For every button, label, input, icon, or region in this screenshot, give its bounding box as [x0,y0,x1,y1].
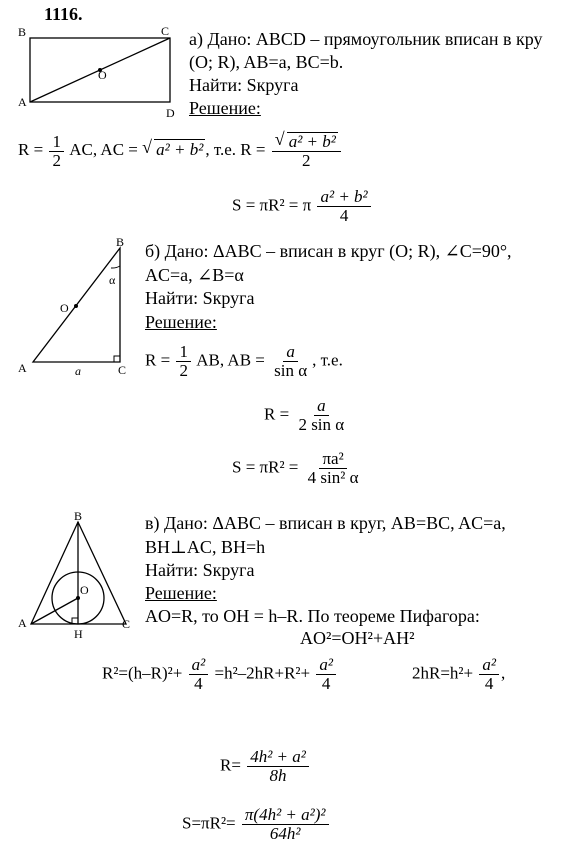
isosceles-triangle-figure [18,509,143,642]
label-b: B [74,509,83,523]
b-solution-heading: Решение: [145,312,217,332]
c-formula-s: S=πR²= $\frac{\text{π(4h² + a²)²}}{\text{64h²}}$ [182,806,331,843]
b-formula-s: S = πR² = $\frac{\text{πa²}}{\text{4 sin² α}}$ [232,449,359,487]
label-b: B [116,235,125,249]
a-given2: (O; R), AB=a, BC=b. [189,52,344,72]
a-solution-heading: Решение: [189,98,261,118]
label-o: O [80,583,89,597]
label-d: D [166,106,175,120]
label-c: C [118,363,127,377]
c-given: в) Дано: ΔABC – вписан в круг, AB=BC, AC=a, [145,513,506,533]
label-c: C [122,617,131,631]
a-given: а) Дано: ABCD – прямоугольник вписан в кру [189,29,543,49]
label-o: O [60,301,69,315]
a-formula-r: R = $\frac{1}{2}$ AC, AC = √ a² + b² , т.е. R = √ $\frac{\text{a² + b²}}{2}$ [18,132,343,170]
label-a: A [18,95,27,109]
label-alpha: α [109,273,116,287]
label-c: C [161,24,170,38]
b-formula-r2: R = $\frac{a}{\text{2 sin α}}$ [264,396,345,434]
b-formula-r: R = $\frac{1}{2}$ AB, AB = $\frac{a}{\text{sin α}}$ , т.е. [145,342,343,380]
c-solution-heading: Решение: [145,583,217,603]
label-o: O [98,68,107,82]
b-given: б) Дано: ΔABC – вписан в круг (O; R), ∠C=90°, [145,241,512,261]
c-given2: BH⊥AC, BH=h [145,537,266,557]
a-find: Найти: Sкруга [189,75,299,95]
label-a: A [18,616,27,630]
label-b: B [18,25,27,39]
a-formula-s: S = πR² = π $\frac{\text{a² + b²}}{4}$ [232,188,373,225]
c-line2: AO²=OH²+AH² [300,628,415,648]
rectangle-figure [18,24,178,123]
right-triangle-figure [18,235,143,378]
c-equation2: 2hR=h²+ $\frac{\text{a²}}{4}$ , [412,655,506,693]
c-equation: R²=(h–R)²+ $\frac{\text{a²}}{4}$ =h²–2hR+R²+ $\frac{\text{a²}}{4}$ [102,656,338,693]
label-side-a: a [75,364,81,378]
b-given2: AC=a, ∠B=α [145,265,244,285]
c-formula-r: R= $\frac{\text{4h² + a²}}{8h}$ [220,748,311,785]
c-line1: AO=R, то OH = h–R. По теореме Пифагора: [145,606,480,626]
b-find: Найти: Sкруга [145,288,255,308]
label-h: H [74,627,83,641]
problem-number: 1116. [44,4,83,24]
c-find: Найти: Sкруга [145,560,255,580]
label-a: A [18,361,27,375]
